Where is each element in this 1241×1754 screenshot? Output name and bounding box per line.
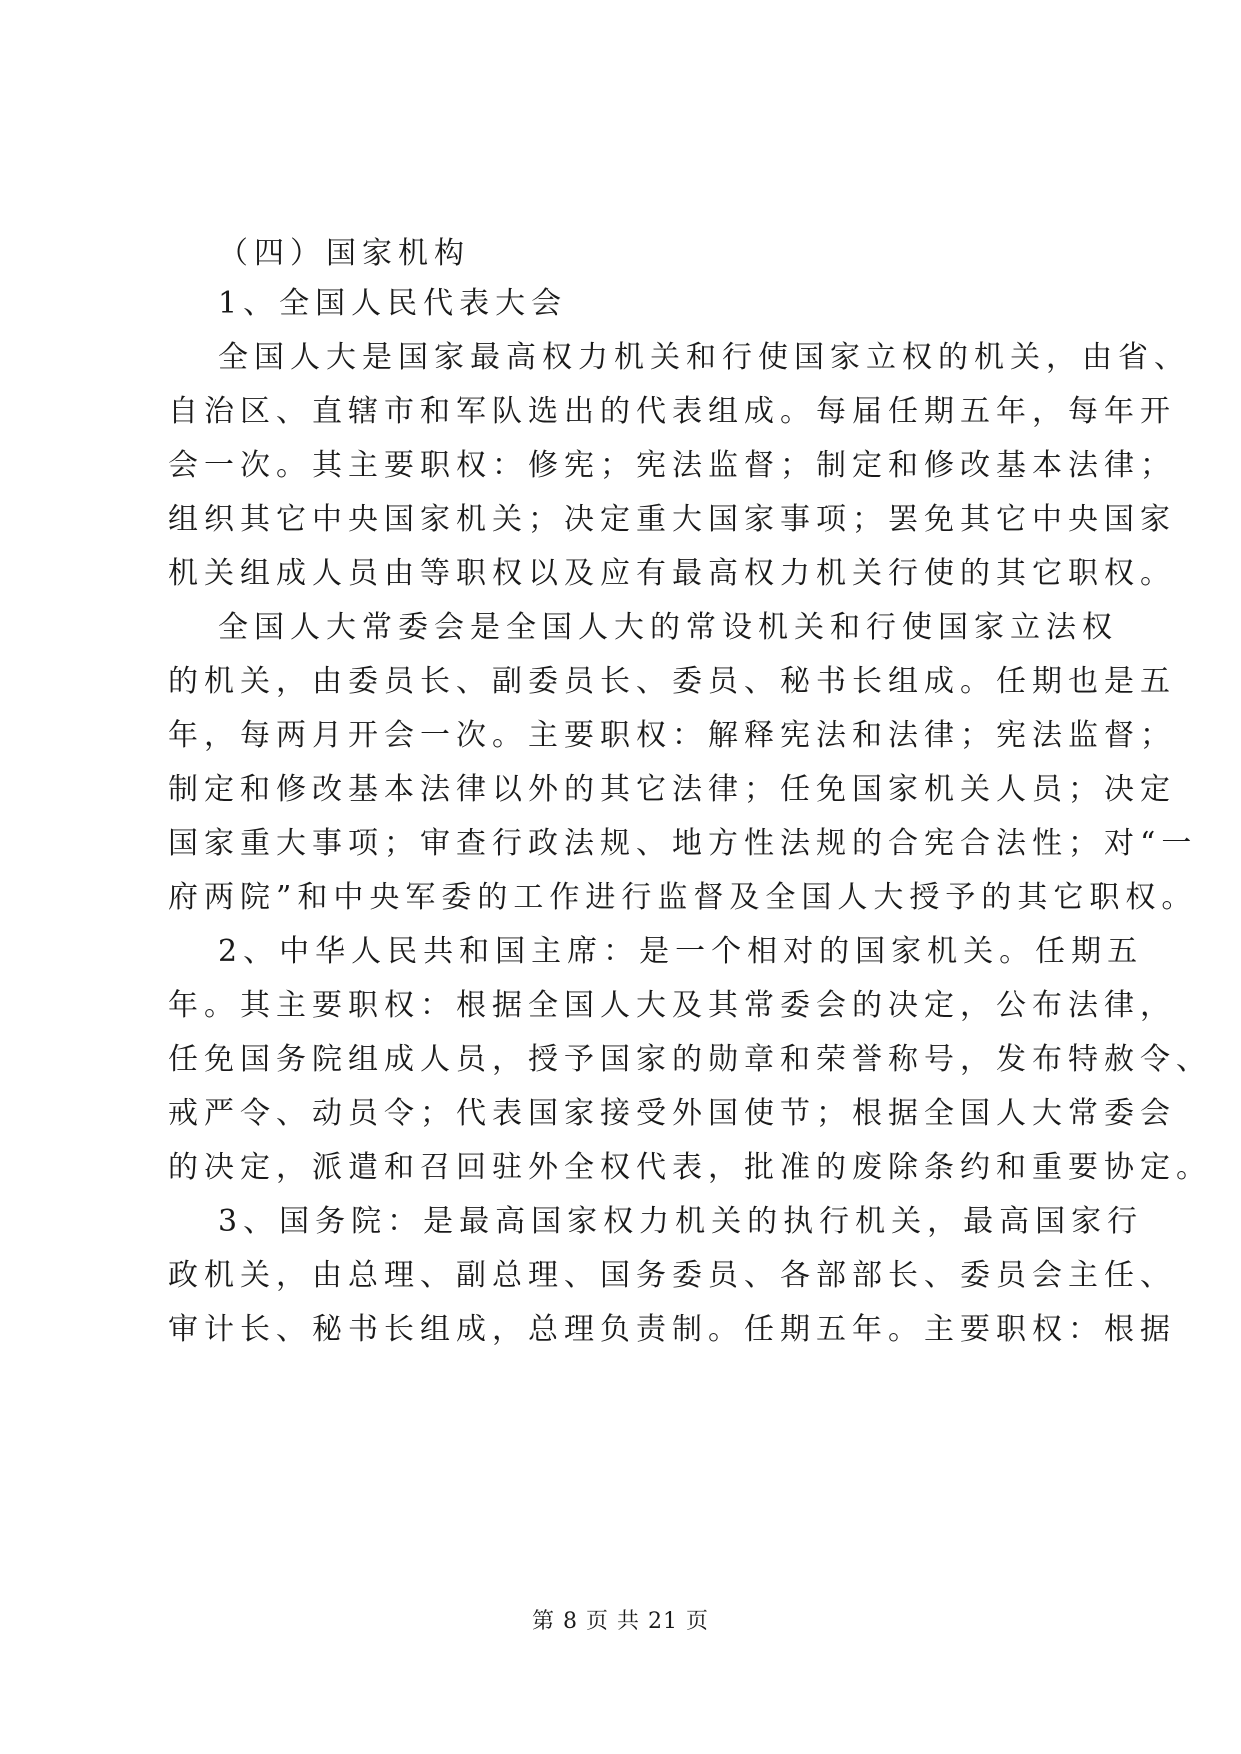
paragraph-line: 年。其主要职权：根据全国人大及其常委会的决定，公布法律，	[168, 988, 1176, 1023]
paragraph-line: 国家重大事项；审查行政法规、地方性法规的合宪合法性；对“一	[168, 826, 1198, 861]
paragraph-line: 全国人大是国家最高权力机关和行使国家立权的机关，由省、	[218, 340, 1190, 375]
paragraph-line: 政机关，由总理、副总理、国务委员、各部部长、委员会主任、	[168, 1258, 1176, 1293]
paragraph-line: 组织其它中央国家机关；决定重大国家事项；罢免其它中央国家	[168, 502, 1176, 537]
paragraph-line: 年，每两月开会一次。主要职权：解释宪法和法律；宪法监督；	[168, 718, 1176, 753]
paragraph-line: 机关组成人员由等职权以及应有最高权力机关行使的其它职权。	[168, 556, 1176, 591]
paragraph-line: 2、中华人民共和国主席：是一个相对的国家机关。任期五	[218, 934, 1144, 969]
paragraph-line: 会一次。其主要职权：修宪；宪法监督；制定和修改基本法律；	[168, 448, 1176, 483]
paragraph-line: 府两院”和中央军委的工作进行监督及全国人大授予的其它职权。	[168, 880, 1198, 915]
paragraph-line: 审计长、秘书长组成，总理负责制。任期五年。主要职权：根据	[168, 1312, 1176, 1347]
paragraph-line: 自治区、直辖市和军队选出的代表组成。每届任期五年，每年开	[168, 394, 1176, 429]
paragraph-line: 3、国务院：是最高国家权力机关的执行机关，最高国家行	[218, 1204, 1144, 1239]
section-heading: （四）国家机构	[218, 236, 470, 271]
paragraph-line: 戒严令、动员令；代表国家接受外国使节；根据全国人大常委会	[168, 1096, 1176, 1131]
paragraph-line: 全国人大常委会是全国人大的常设机关和行使国家立法权	[218, 610, 1118, 645]
page-footer: 第 8 页 共 21 页	[532, 1609, 709, 1634]
subsection-heading: 1、全国人民代表大会	[218, 286, 568, 321]
paragraph-line: 任免国务院组成人员，授予国家的勋章和荣誉称号，发布特赦令、	[168, 1042, 1212, 1077]
paragraph-line: 的机关，由委员长、副委员长、委员、秘书长组成。任期也是五	[168, 664, 1176, 699]
paragraph-line: 的决定，派遣和召回驻外全权代表，批准的废除条约和重要协定。	[168, 1150, 1212, 1185]
paragraph-line: 制定和修改基本法律以外的其它法律；任免国家机关人员；决定	[168, 772, 1176, 807]
